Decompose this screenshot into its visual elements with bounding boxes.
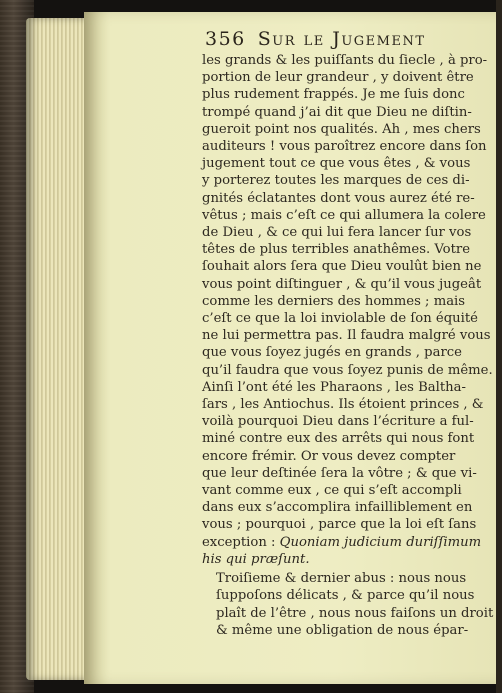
text-line: y porterez toutes les marques de ces di-: [202, 173, 470, 189]
body-text: [202, 52, 494, 639]
latin-quotation: Quoniam judicium duriſſimum: [279, 534, 482, 550]
text-line: & même une obligation de nous épar-: [216, 622, 469, 638]
text-line: ne lui permettra pas. Il faudra malgré vous: [202, 328, 491, 344]
text-line: [202, 534, 482, 551]
text-line: plaît de l’être , nous nous faiſons un droit: [216, 605, 494, 621]
text-line: jugement tout ce que vous êtes , & vous: [202, 156, 471, 172]
text-line: encore frémir. Or vous devez compter: [202, 448, 456, 464]
text-line: gnités éclatantes dont vous aurez été re-: [202, 190, 475, 206]
text-line: comme les derniers des hommes ; mais: [202, 293, 466, 309]
text-line: vêtus ; mais c’eſt ce qui allumera la colere: [202, 207, 486, 223]
text-line: que vous ſoyez jugés en grands , parce: [202, 345, 462, 361]
text-line: de Dieu , & ce qui lui fera lancer ſur vos: [202, 225, 472, 241]
text-line: gueroit point nos qualités. Ah , mes chers: [202, 121, 481, 137]
right-margin-shadow: [496, 0, 502, 693]
text-line: qu’il faudra que vous ſoyez punis de même.: [202, 362, 493, 378]
text-line: dans eux s’accomplira infailliblement en: [202, 500, 473, 516]
paragraph-2: [202, 570, 494, 639]
text-line: plus rudement frappés. Je me ſuis donc: [202, 87, 465, 103]
text-line: Ainſi l’ont été les Pharaons , les Baltha-: [202, 379, 466, 395]
text-line: ſouhait alors ſera que Dieu voulût bien ne: [202, 259, 482, 275]
text-line: Troiſieme & dernier abus : nous nous: [216, 571, 467, 587]
text-line: c’eſt ce que la loi inviolable de ſon équité: [202, 311, 478, 327]
paragraph-1-ending: [202, 534, 482, 568]
text-line: portion de leur grandeur , y doivent être: [202, 70, 474, 86]
running-title: Sur le Jugement: [257, 28, 426, 50]
text-line: que leur deſtinée ſera la vôtre ; & que vi-: [202, 465, 477, 481]
text-line: vous point diſtinguer , & qu’il vous jugeât: [202, 276, 482, 292]
running-head: [205, 28, 426, 50]
text-line: auditeurs ! vous paroîtrez encore dans ſon: [202, 139, 487, 155]
latin-quotation-end: his qui præſunt.: [202, 551, 310, 567]
text-line-lead: exception :: [202, 534, 280, 550]
paragraph-1: [202, 52, 493, 534]
text-line: ſuppoſons délicats , & parce qu’il nous: [216, 588, 475, 604]
text-line: trompé quand j’ai dit que Dieu ne diſtin-: [202, 104, 472, 120]
text-line: miné contre eux des arrêts qui nous font: [202, 431, 475, 447]
page-number: 356: [205, 28, 246, 50]
text-line: têtes de plus terribles anathêmes. Votre: [202, 242, 471, 258]
text-line: ſars , les Antiochus. Ils étoient princes , &: [202, 397, 484, 413]
text-line: vous ; pourquoi , parce que la loi eſt ſans: [202, 517, 477, 533]
text-line: les grands & les puiſſants du ſiecle , à pro-: [202, 53, 488, 68]
text-line: vant comme eux , ce qui s’eſt accompli: [202, 483, 462, 499]
text-line: voilà pourquoi Dieu dans l’écriture a ful-: [202, 414, 474, 430]
